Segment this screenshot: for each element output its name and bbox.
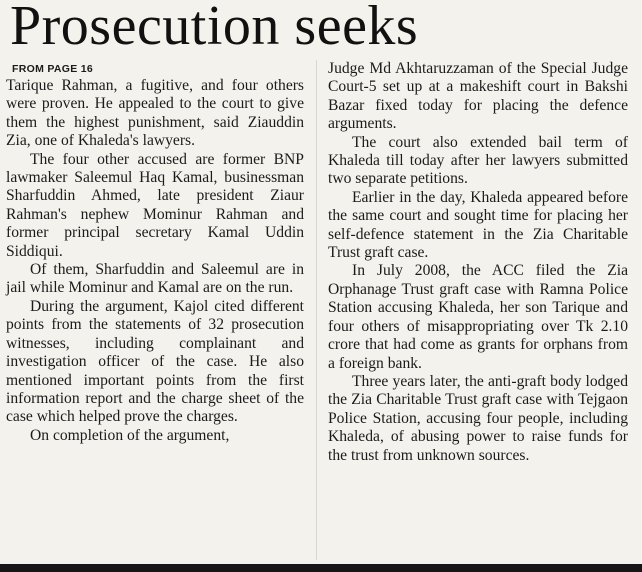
column-divider <box>316 60 317 560</box>
paragraph: Judge Md Akhtaruzzaman of the Special Judge Court-5 set up at a makeshift court in Bakshi Bazar fixed today for placing the defence arguments. <box>328 60 628 133</box>
paragraph: On completion of the argument, <box>30 426 230 444</box>
paragraph: Of them, Sharfuddin and Saleemul are in jail while Mominur and Kamal are on the run. <box>6 261 304 297</box>
left-column <box>6 60 304 445</box>
right-column <box>328 60 628 465</box>
paragraph: Tarique Rahman, a fugitive, and four others were proven. He appealed to the court to give them the highest punishment, said Ziauddin Zia, one of Khaleda's lawyers. <box>6 77 304 150</box>
paragraph: The court also extended bail term of Khaleda till today after her lawyers submitted two separate petitions. <box>328 133 628 188</box>
paragraph: The four other accused are former BNP lawmaker Saleemul Haq Kamal, businessman Sharfuddin Ahmed, late president Ziaur Rahman's nephew Mominur Rahman and former principal secretary Kamal Uddin Siddiqui. <box>6 150 304 260</box>
page-bottom-edge <box>0 564 642 572</box>
paragraph: Earlier in the day, Khaleda appeared before the same court and sought time for placing her self-defence statement in the Zia Charitable Trust graft case. <box>328 188 628 262</box>
jump-label: FROM PAGE 16 <box>12 63 94 75</box>
paragraph: During the argument, Kajol cited different points from the statements of 32 prosecution witnesses, including complainant and investigation officer of the case. He also mentioned important points from the first information report and the charge sheet of the case which helped prove the charges. <box>6 297 304 426</box>
paragraph: Three years later, the anti-graft body lodged the Zia Charitable Trust graft case with Tejgaon Police Station, accusing four people, including Khaleda, of abusing power to raise funds for the trust from unknown sources. <box>328 372 628 464</box>
headline: Prosecution seeks <box>10 0 419 57</box>
paragraph: In July 2008, the ACC filed the Zia Orphanage Trust graft case with Ramna Police Station accusing Khaleda, her son Tarique and four others of misappropriating over Tk 2.10 crore that had come as grants for orphans from a foreign bank. <box>328 262 628 372</box>
